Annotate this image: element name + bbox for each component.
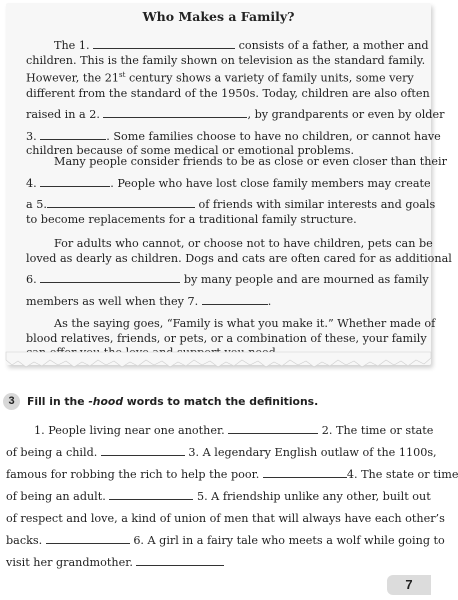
text: 3. — [26, 129, 37, 143]
text: Many people consider friends to be as close or even closer than their — [54, 155, 447, 168]
superscript: st — [118, 71, 126, 80]
task-instruction — [27, 395, 318, 408]
text: loved as dearly as children. Dogs and cats are often cared for as additional — [26, 251, 452, 265]
text: As the saying goes, “Family is what you make it.” Whether made of — [54, 317, 436, 330]
torn-paper-edge — [6, 352, 431, 372]
text: blood relatives, friends, or pets, or a combination of these, your family — [26, 331, 427, 345]
text: For adults who cannot, or choose not to have children, pets can be — [54, 237, 433, 250]
text: different from the standard of the 1950s. Today, children are also often — [26, 86, 430, 100]
text: by many people and are mourned as family — [183, 273, 429, 287]
paragraph-2 — [26, 155, 447, 227]
text: 6. A girl in a fairy tale who meets a wolf while going to — [133, 534, 445, 547]
answer-blank-h3[interactable] — [263, 467, 347, 478]
text: of being a child. — [6, 446, 98, 459]
paragraph-1 — [26, 38, 445, 159]
text: a 5. — [26, 198, 47, 212]
exercise-line-4 — [6, 486, 432, 508]
text: members as well when they 7. — [26, 294, 199, 308]
text: famous for robbing the rich to help the poor. — [6, 468, 260, 481]
text: visit her grandmother. — [6, 556, 133, 569]
task-number-badge: 3 — [3, 393, 20, 410]
text: However, the 21 — [26, 71, 119, 85]
text: raised in a 2. — [26, 108, 100, 122]
exercise-line-2 — [6, 442, 437, 464]
answer-blank-h6[interactable] — [136, 555, 224, 566]
page-number: 7 — [387, 575, 431, 595]
exercise-line-3 — [6, 464, 458, 486]
text: 4. The state or time — [346, 468, 458, 481]
answer-blank-h4[interactable] — [109, 489, 193, 500]
text: 2. The time or state — [321, 424, 434, 437]
answer-blank-5[interactable] — [47, 197, 195, 208]
exercise-line-5: of respect and love, a kind of union of men that will always have each other’s — [6, 512, 445, 525]
answer-blank-h1[interactable] — [228, 423, 318, 434]
answer-blank-h2[interactable] — [101, 445, 185, 456]
exercise-line-6 — [6, 530, 445, 552]
answer-blank-4[interactable] — [40, 176, 110, 187]
text: of friends with similar interests and goals — [198, 198, 436, 212]
answer-blank-h5[interactable] — [46, 533, 130, 544]
exercise-line-1 — [6, 420, 432, 442]
text: of being an adult. — [6, 490, 106, 503]
text: , by grandparents or even by older — [247, 108, 445, 122]
text: consists of a father, a mother and — [238, 39, 429, 52]
text: Fill in the — [27, 395, 89, 408]
text: -hood — [88, 395, 124, 408]
exercise-line-7 — [6, 552, 432, 574]
paragraph-3 — [26, 237, 452, 309]
text: to become replacements for a traditional family structure. — [26, 212, 357, 226]
text: . People who have lost close family members may create — [110, 176, 431, 190]
text: 4. — [26, 176, 37, 190]
text: 5. A friendship unlike any other, built out — [196, 490, 431, 503]
text: words to match the definitions. — [123, 395, 319, 408]
text: children. This is the family shown on television as the standard family. — [26, 53, 426, 67]
text: children because of some medical or emotional problems. — [26, 144, 355, 158]
text: . Some families choose to have no children, or cannot have — [106, 129, 441, 143]
text: century shows a variety of family units, some very — [125, 71, 414, 85]
answer-blank-2[interactable] — [103, 107, 247, 118]
text: 3. A legendary English outlaw of the 1100s, — [188, 446, 437, 459]
answer-blank-1[interactable] — [93, 38, 235, 49]
answer-blank-7[interactable] — [202, 294, 268, 305]
answer-blank-3[interactable] — [40, 129, 106, 140]
text: 6. — [26, 273, 37, 287]
text: . — [267, 294, 272, 308]
reading-panel — [6, 3, 452, 365]
text: backs. — [6, 534, 43, 547]
text: 1. People living near one another. — [34, 424, 225, 437]
text: The 1. — [54, 39, 90, 52]
answer-blank-6[interactable] — [40, 272, 180, 283]
reading-title: Who Makes a Family? — [142, 9, 295, 24]
